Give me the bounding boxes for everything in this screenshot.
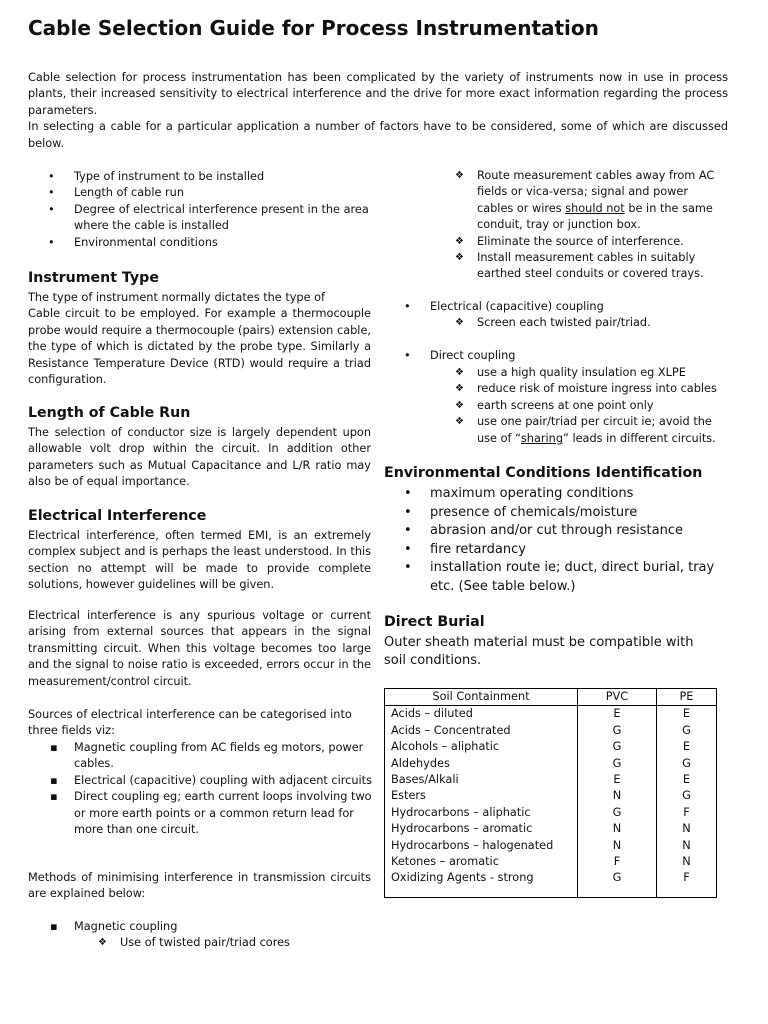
soil-name-cell: Hydrocarbons – aromatic xyxy=(385,821,578,837)
route-text-b: be in the same conduit, tray or junction box. xyxy=(477,201,713,232)
pe-cell: G xyxy=(656,788,716,804)
pvc-cell: N xyxy=(578,788,657,804)
pe-cell: N xyxy=(656,854,716,870)
list-item xyxy=(477,414,727,447)
interference-paragraph-4: Methods of minimising interference in transmission circuits are explained below: xyxy=(28,871,371,901)
list-item: • Length of cable run xyxy=(74,185,374,201)
length-run-body: The selection of conductor size is largely dependent upon allowable volt drop within the circuit. In addition other parameters such as Mutual Capacitance and L/R ratio may also be of equal importance. xyxy=(28,426,371,489)
pe-cell: G xyxy=(656,756,716,772)
column-header: PVC xyxy=(578,689,657,706)
list-item: ❖ reduce risk of moisture ingress into cables xyxy=(477,381,727,397)
list-item: • fire retardancy xyxy=(430,541,720,560)
table-row xyxy=(385,821,717,837)
pe-cell: E xyxy=(656,706,716,723)
pe-cell: N xyxy=(656,838,716,854)
pvc-cell: E xyxy=(578,772,657,788)
pe-cell: G xyxy=(656,723,716,739)
soil-name-cell: Bases/Alkali xyxy=(385,772,578,788)
intro xyxy=(28,70,728,152)
pe-cell: E xyxy=(656,772,716,788)
direct-burial-body: Outer sheath material must be compatible with soil conditions. xyxy=(384,635,694,668)
pvc-cell: N xyxy=(578,838,657,854)
soil-name-cell: Oxidizing Agents - strong xyxy=(385,870,578,897)
list-item: ❖ Eliminate the source of interference. xyxy=(477,234,727,250)
table-row xyxy=(385,706,717,723)
intro-paragraph-2: In selecting a cable for a particular application a number of factors have to be considered, some of which are discussed below. xyxy=(28,120,728,150)
soil-table xyxy=(384,688,717,898)
instrument-type-body: Cable circuit to be employed. For example a thermocouple probe would require a thermocouple (pairs) extension cable, the type of which is dictated by the probe type. Similarly a Resistance Temperature Device (RTD) would require a triad configuration. xyxy=(28,307,371,387)
column-header: PE xyxy=(656,689,716,706)
list-item: ▪ Magnetic coupling from AC fields eg motors, power cables. xyxy=(74,740,374,773)
soil-name-cell: Acids – Concentrated xyxy=(385,723,578,739)
route-text-underlined: should not xyxy=(565,201,625,215)
table-row xyxy=(385,870,717,897)
interference-heading: Electrical Interference xyxy=(28,508,207,524)
list-item: ❖ Install measurement cables in suitably earthed steel conduits or covered trays. xyxy=(477,250,727,283)
list-item: ❖ Screen each twisted pair/triad. xyxy=(477,315,727,331)
direct-coupling-label: • Direct coupling xyxy=(430,348,730,364)
soil-name-cell: Aldehydes xyxy=(385,756,578,772)
table-row xyxy=(385,772,717,788)
pvc-cell: G xyxy=(578,870,657,897)
interference-paragraph-2: Electrical interference is any spurious voltage or current arising from external sources that appears in the signal transmitting circuit. When this voltage becomes too large and the signal to noise ratio is exceeded, errors occur in the measurement/control circuit. xyxy=(28,609,371,688)
table-row xyxy=(385,854,717,870)
instrument-type-text xyxy=(28,290,371,388)
soil-name-cell: Acids – diluted xyxy=(385,706,578,723)
list-item xyxy=(477,168,727,234)
table-row xyxy=(385,723,717,739)
environmental-list xyxy=(430,485,720,597)
interference-sources-list xyxy=(74,740,374,838)
table-row xyxy=(385,739,717,755)
list-item: ❖ earth screens at one point only xyxy=(477,398,727,414)
pvc-cell: G xyxy=(578,723,657,739)
direct-last-underlined: sharing xyxy=(520,431,564,445)
table-row xyxy=(385,805,717,821)
list-item: • installation route ie; duct, direct burial, tray etc. (See table below.) xyxy=(430,559,720,596)
magnetic-coupling-list xyxy=(74,919,374,935)
factors-list xyxy=(74,169,374,251)
instrument-type-line1: The type of instrument normally dictates the type of xyxy=(28,291,326,304)
soil-name-cell: Hydrocarbons – halogenated xyxy=(385,838,578,854)
direct-coupling-list xyxy=(430,348,730,364)
environmental-heading: Environmental Conditions Identification xyxy=(384,465,703,481)
table-row xyxy=(385,788,717,804)
table-row xyxy=(385,838,717,854)
list-item: ❖ Use of twisted pair/triad cores xyxy=(120,935,370,951)
interference-paragraph-3: Sources of electrical interference can be categorised into three fields viz: xyxy=(28,708,352,738)
table-row xyxy=(385,756,717,772)
pe-cell: F xyxy=(656,870,716,897)
pvc-cell: G xyxy=(578,739,657,755)
pvc-cell: N xyxy=(578,821,657,837)
list-item: • Type of instrument to be installed xyxy=(74,169,374,185)
list-item: • abrasion and/or cut through resistance xyxy=(430,522,720,541)
length-run-heading: Length of Cable Run xyxy=(28,405,191,421)
list-item: ▪ Electrical (capacitive) coupling with adjacent circuits xyxy=(74,773,374,789)
list-item: • Degree of electrical interference present in the area where the cable is installed xyxy=(74,202,374,235)
list-item: • presence of chemicals/moisture xyxy=(430,504,720,523)
instrument-type-heading: Instrument Type xyxy=(28,270,159,286)
route-text-a: Route measurement cables away from AC fields or vica-versa; signal and power cables or wires xyxy=(477,169,715,215)
pvc-cell: E xyxy=(578,706,657,723)
soil-name-cell: Esters xyxy=(385,788,578,804)
direct-burial-heading: Direct Burial xyxy=(384,614,485,630)
soil-name-cell: Alcohols – aliphatic xyxy=(385,739,578,755)
magnetic-coupling-sublist xyxy=(120,935,370,951)
interference-paragraph-1: Electrical interference, often termed EMI, is an extremely complex subject and is perhaps the least understood. In this section no attempt will be made to provide complete solutions, however guidelines will be given. xyxy=(28,529,371,592)
soil-name-cell: Hydrocarbons – aliphatic xyxy=(385,805,578,821)
capacitive-label: • Electrical (capacitive) coupling xyxy=(430,299,730,315)
list-item: • Environmental conditions xyxy=(74,235,374,251)
list-item: ▪ Direct coupling eg; earth current loops involving two or more earth points or a common return lead for more than one circuit. xyxy=(74,789,374,838)
soil-name-cell: Ketones – aromatic xyxy=(385,854,578,870)
pe-cell: N xyxy=(656,821,716,837)
direct-last-b: ” leads in different circuits. xyxy=(563,431,716,445)
pe-cell: F xyxy=(656,805,716,821)
pvc-cell: F xyxy=(578,854,657,870)
pe-cell: E xyxy=(656,739,716,755)
magnetic-coupling-label: ▪ Magnetic coupling xyxy=(74,919,374,935)
capacitive-sublist xyxy=(477,315,727,331)
pvc-cell: G xyxy=(578,756,657,772)
capacitive-list xyxy=(430,299,730,315)
list-item: ❖ use a high quality insulation eg XLPE xyxy=(477,365,727,381)
magnetic-methods-list xyxy=(477,168,727,283)
intro-paragraph-1: Cable selection for process instrumentation has been complicated by the variety of instruments now in use in process plants, their increased sensitivity to electrical interference and the drive for more exact information regarding the process parameters. xyxy=(28,71,728,117)
direct-last-a: use one pair/triad per circuit ie; avoid the use of “ xyxy=(477,415,712,445)
column-header: Soil Containment xyxy=(385,689,578,706)
direct-coupling-sublist xyxy=(477,365,727,447)
page-title: Cable Selection Guide for Process Instrumentation xyxy=(28,16,599,40)
table-header-row xyxy=(385,689,717,706)
pvc-cell: G xyxy=(578,805,657,821)
soil-table-body xyxy=(385,706,717,897)
list-item: • maximum operating conditions xyxy=(430,485,720,504)
